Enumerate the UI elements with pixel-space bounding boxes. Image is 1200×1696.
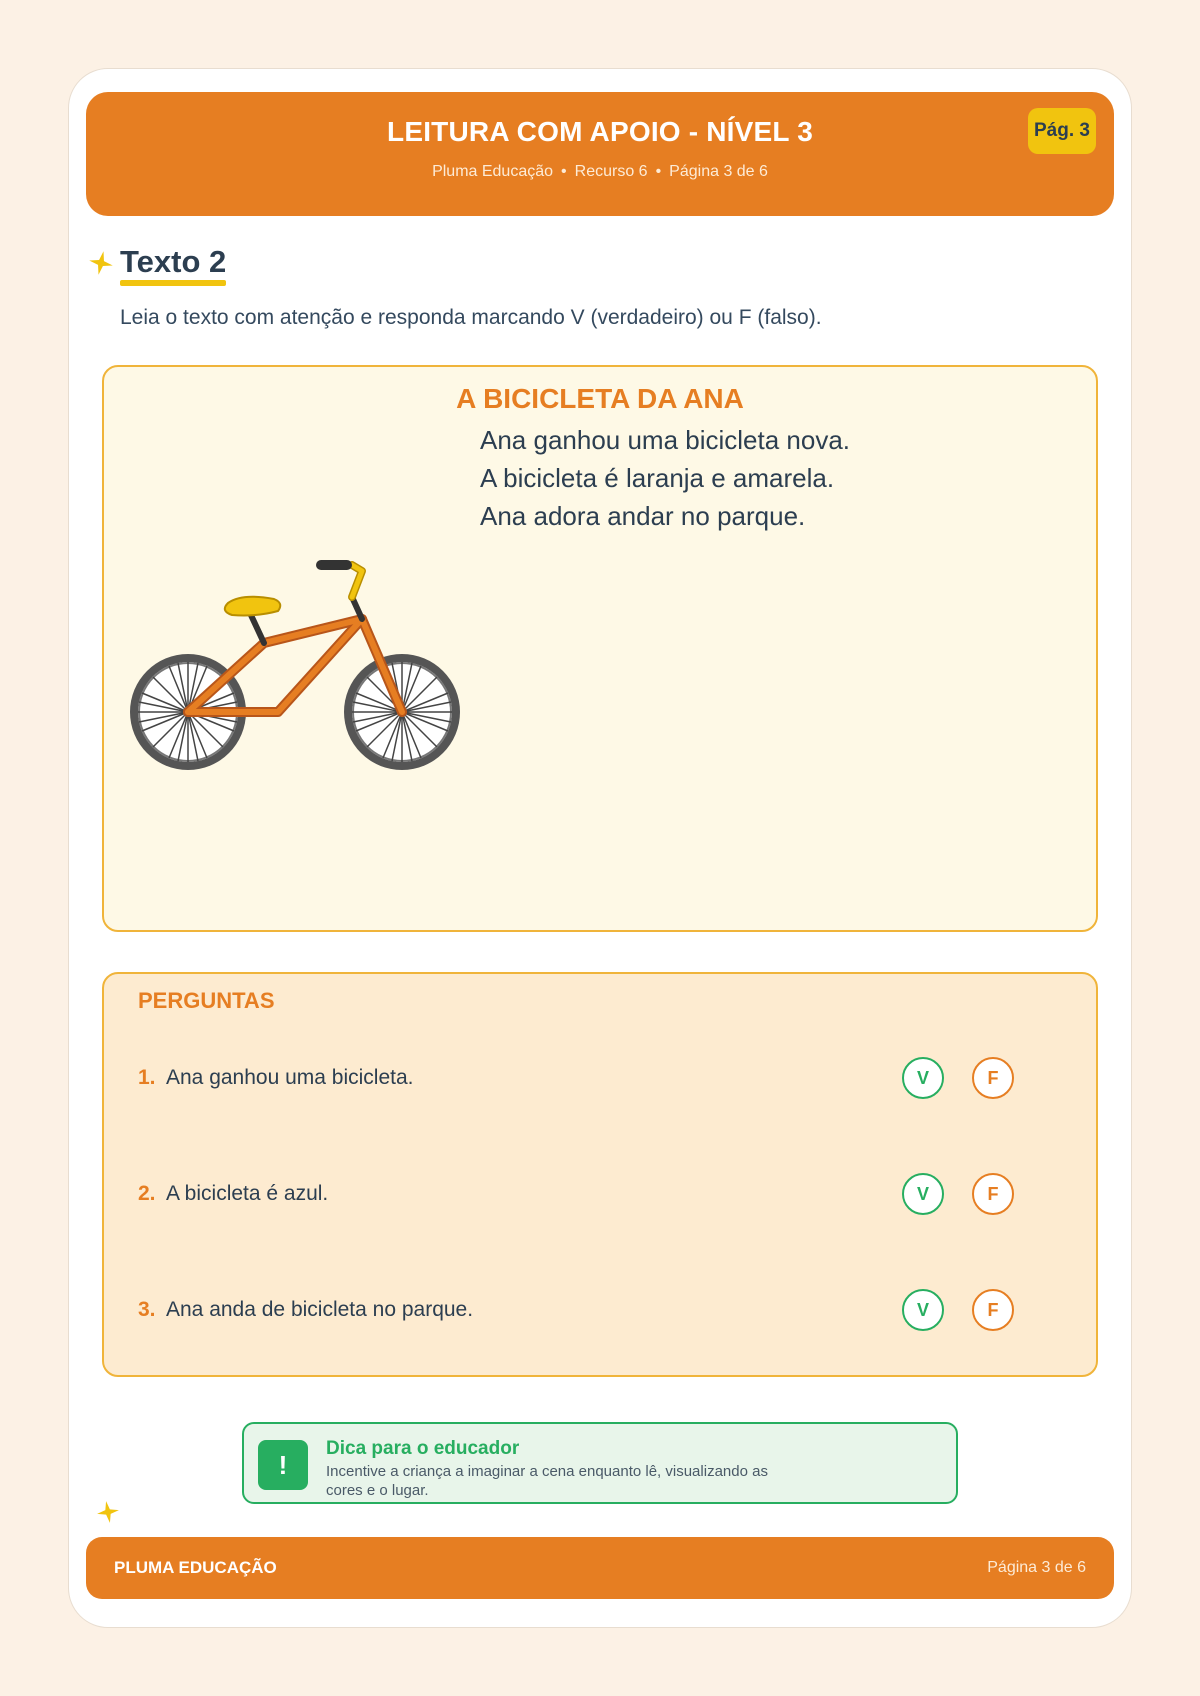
questions-box (102, 972, 1098, 1377)
question-number: 1. (138, 1066, 156, 1089)
bicycle-illustration (124, 557, 464, 787)
question-text: A bicicleta é azul. (166, 1182, 329, 1205)
story-title: A BICICLETA DA ANA (456, 383, 744, 414)
instructions-text: Leia o texto com atenção e responda marcando V (verdadeiro) ou F (falso). (120, 306, 822, 329)
star-icon (96, 1500, 120, 1524)
false-option-button[interactable]: F (972, 1289, 1014, 1331)
story-line: A bicicleta é laranja e amarela. (480, 463, 835, 493)
question-item (138, 1056, 1058, 1100)
true-option-button[interactable]: V (902, 1173, 944, 1215)
header-page-info: Página 3 de 6 (669, 163, 768, 180)
questions-heading: PERGUNTAS (138, 988, 275, 1013)
footer-brand: PLUMA EDUCAÇÃO (114, 1558, 277, 1577)
header-subtitle (86, 163, 1114, 181)
story-box (102, 365, 1098, 932)
question-text: Ana ganhou uma bicicleta. (166, 1066, 414, 1089)
question-item (138, 1172, 1058, 1216)
true-option-button[interactable]: V (902, 1057, 944, 1099)
page-badge: Pág. 3 (1028, 108, 1096, 154)
false-option-button[interactable]: F (972, 1173, 1014, 1215)
question-number: 2. (138, 1182, 156, 1205)
page-title: LEITURA COM APOIO - NÍVEL 3 (387, 116, 813, 147)
separator-dot: • (655, 163, 662, 180)
educator-tip (242, 1422, 958, 1504)
story-text (480, 421, 850, 535)
separator-dot: • (561, 163, 567, 180)
question-item (138, 1288, 1058, 1332)
publisher-name: Pluma Educação (432, 163, 554, 180)
tip-text: Incentive a criança a imaginar a cena enquanto lê, visualizando as cores e o lugar. (326, 1463, 768, 1499)
tip-title: Dica para o educador (326, 1438, 520, 1459)
footer-page-info: Página 3 de 6 (987, 1559, 1086, 1576)
star-icon (88, 250, 114, 276)
resource-label: Recurso 6 (574, 163, 648, 180)
story-line: Ana ganhou uma bicicleta nova. (480, 425, 851, 455)
true-option-button[interactable]: V (902, 1289, 944, 1331)
page-header (86, 92, 1114, 216)
section-title-text: Texto 2 (120, 244, 227, 279)
false-option-button[interactable]: F (972, 1057, 1014, 1099)
story-line: Ana adora andar no parque. (480, 501, 806, 531)
question-number: 3. (138, 1298, 156, 1321)
page-footer (86, 1537, 1114, 1599)
exclamation-icon: ! (258, 1440, 308, 1490)
section-title (120, 244, 226, 280)
title-underline (120, 280, 226, 286)
bike-seat (225, 597, 280, 616)
question-text: Ana anda de bicicleta no parque. (166, 1298, 474, 1321)
